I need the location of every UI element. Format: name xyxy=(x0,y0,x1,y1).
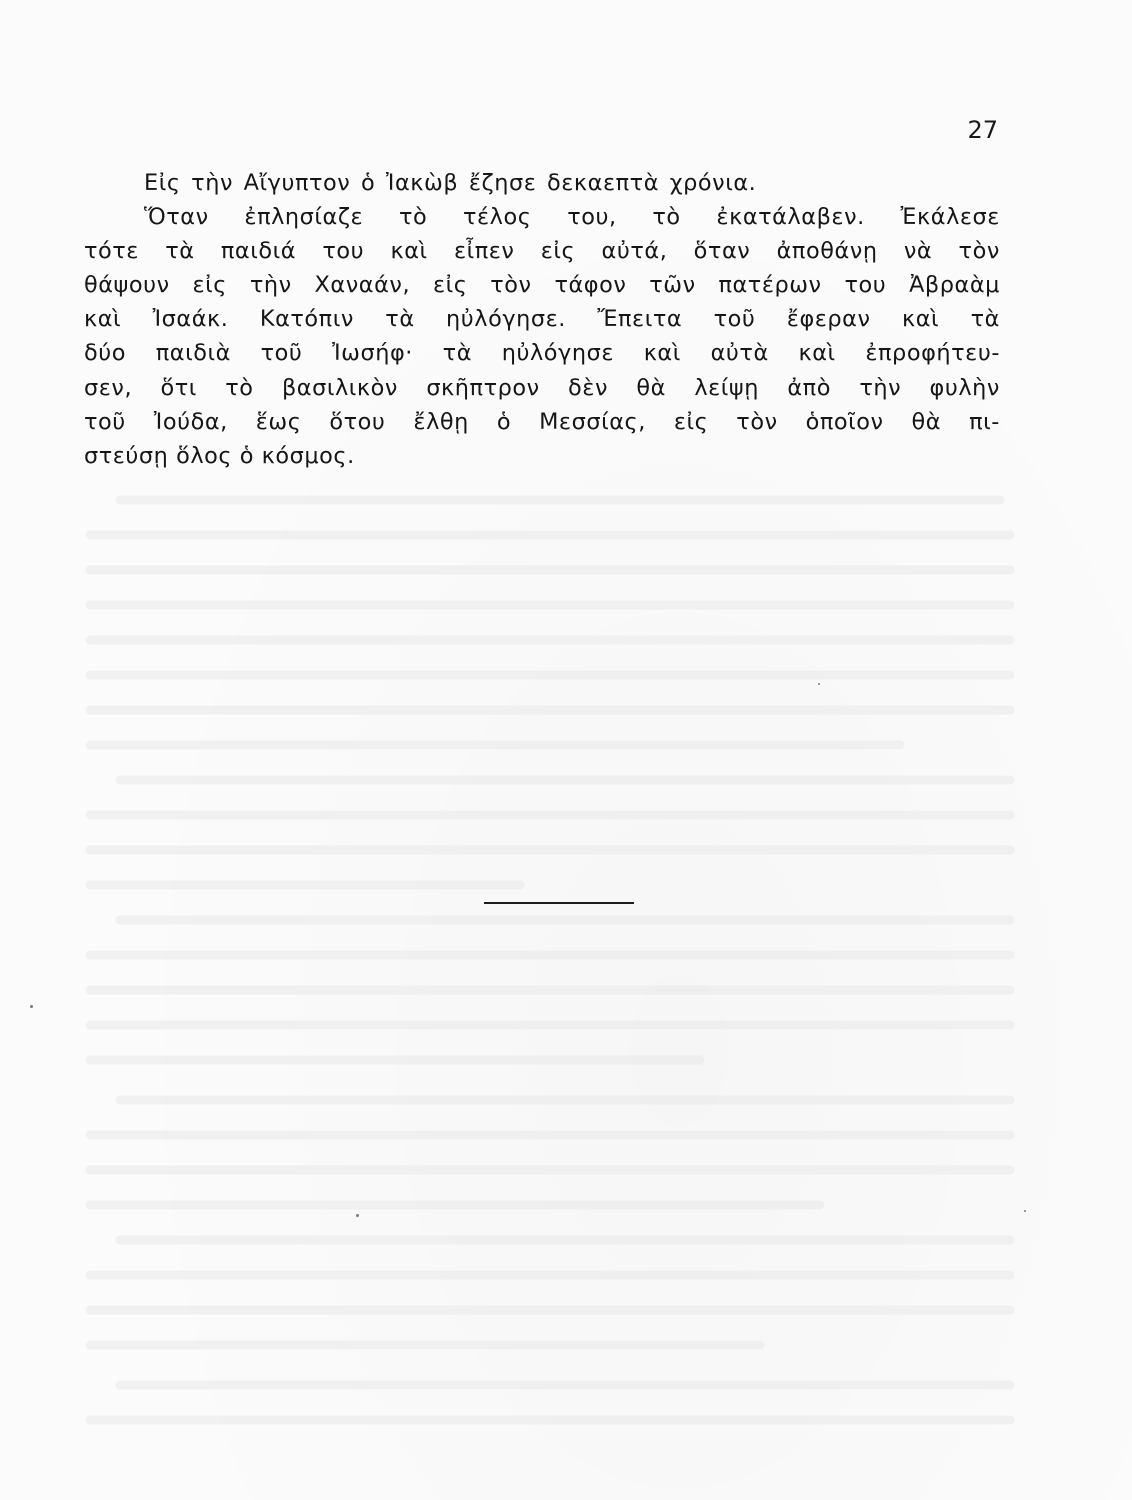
word: Χαναάν, xyxy=(314,272,411,299)
word: σκῆπτρον xyxy=(426,374,540,401)
word: πι- xyxy=(969,408,1000,435)
word: ἔφεραν xyxy=(786,306,871,333)
word: ἔλθῃ xyxy=(413,408,469,435)
text-line xyxy=(84,408,1000,445)
word: Ἰωσήφ· xyxy=(332,340,413,367)
word: δὲν xyxy=(568,374,609,401)
word: καὶ xyxy=(84,306,122,333)
word: τὰ xyxy=(442,340,473,367)
word: πατέρων xyxy=(718,272,822,299)
text-line xyxy=(84,240,1000,274)
word: τὸ xyxy=(225,374,254,401)
word: ὅταν xyxy=(693,238,751,265)
word: Ἀβραὰμ xyxy=(909,272,1000,299)
word: ηὐλόγησε. xyxy=(446,306,566,333)
word: τέλος xyxy=(463,204,532,231)
word: Ὅταν xyxy=(144,204,209,231)
word: ὁ xyxy=(496,408,512,435)
word: τὰ xyxy=(385,306,415,333)
word: καὶ xyxy=(390,238,428,265)
word: ὅτι xyxy=(160,374,197,401)
page-number: 27 xyxy=(967,116,998,144)
word: τότε xyxy=(84,238,139,265)
word: φυλὴν xyxy=(929,374,1000,401)
word: παιδιὰ xyxy=(155,340,231,367)
word: ἐκατάλαβεν. xyxy=(716,204,865,231)
word: ἀποθάνῃ xyxy=(776,238,878,265)
word: αὐτὰ xyxy=(710,340,769,367)
word: θὰ xyxy=(911,408,942,435)
ink-speck xyxy=(30,1005,33,1008)
word: ἀπὸ xyxy=(787,374,831,401)
word: θὰ xyxy=(636,374,666,401)
word: τὰ xyxy=(970,306,1000,333)
word: παιδιά xyxy=(220,238,297,265)
word: του xyxy=(844,272,887,299)
word: τὸ xyxy=(398,204,428,231)
word: λείψῃ xyxy=(694,374,759,401)
word: τοῦ xyxy=(260,340,303,367)
word: βασιλικὸν xyxy=(281,374,398,401)
word: τὸν xyxy=(490,272,532,299)
word: ηὐλόγησε xyxy=(501,340,614,367)
word: εἰς xyxy=(540,238,576,265)
word: τάφον xyxy=(554,272,627,299)
word: τοῦ xyxy=(713,306,756,333)
word: ἐπλησίαζε xyxy=(244,204,364,231)
section-divider xyxy=(484,902,634,904)
ink-speck xyxy=(1024,1210,1026,1212)
word: Ἰσαάκ. xyxy=(152,306,229,333)
word: καὶ xyxy=(798,340,836,367)
word: τοῦ xyxy=(84,408,126,435)
word: σεν, xyxy=(84,374,133,401)
word: τὴν xyxy=(249,272,292,299)
word: αὐτά, xyxy=(601,238,668,265)
word: Ἔπειτα xyxy=(597,306,683,333)
word: Ἰούδα, xyxy=(153,408,228,435)
word: ἐπροφήτευ- xyxy=(865,340,1000,367)
text-line xyxy=(84,274,1000,308)
word: ἕως xyxy=(255,408,302,435)
word: ὁποῖον xyxy=(805,408,884,435)
text-line: στεύσῃ ὅλος ὁ κόσμος. xyxy=(84,442,355,469)
word: Κατόπιν xyxy=(259,306,354,333)
word: τῶν xyxy=(649,272,696,299)
text-line xyxy=(84,206,1000,240)
word: Ἐκάλεσε xyxy=(900,204,1000,231)
word: τὸ xyxy=(652,204,681,231)
ink-speck xyxy=(818,683,820,685)
word: τὸν xyxy=(736,408,778,435)
text-line xyxy=(84,374,1000,411)
body-text xyxy=(84,172,1000,479)
word: τὰ xyxy=(165,238,195,265)
word: νὰ xyxy=(903,238,933,265)
word: θάψουν xyxy=(84,272,170,299)
text-line xyxy=(84,308,1000,342)
ink-speck xyxy=(356,1214,359,1217)
word: ὅτου xyxy=(329,408,386,435)
word: εἰς xyxy=(673,408,709,435)
word: τὸν xyxy=(958,238,1000,265)
word: καὶ xyxy=(643,340,681,367)
text-line: Εἰς τὴν Αἴγυπτον ὁ Ἰακὼβ ἔζησε δεκαεπτὰ χρόνια. xyxy=(144,170,757,196)
word: τὴν xyxy=(859,374,902,401)
word: εἰς xyxy=(432,272,468,299)
word: εἶπεν xyxy=(453,238,515,265)
word: Μεσσίας, xyxy=(539,408,646,435)
word: καὶ xyxy=(901,306,940,333)
word: δύο xyxy=(84,340,127,367)
word: εἰς xyxy=(192,272,228,299)
word: του xyxy=(322,238,365,265)
word: του, xyxy=(567,204,617,231)
text-line xyxy=(84,342,1000,376)
